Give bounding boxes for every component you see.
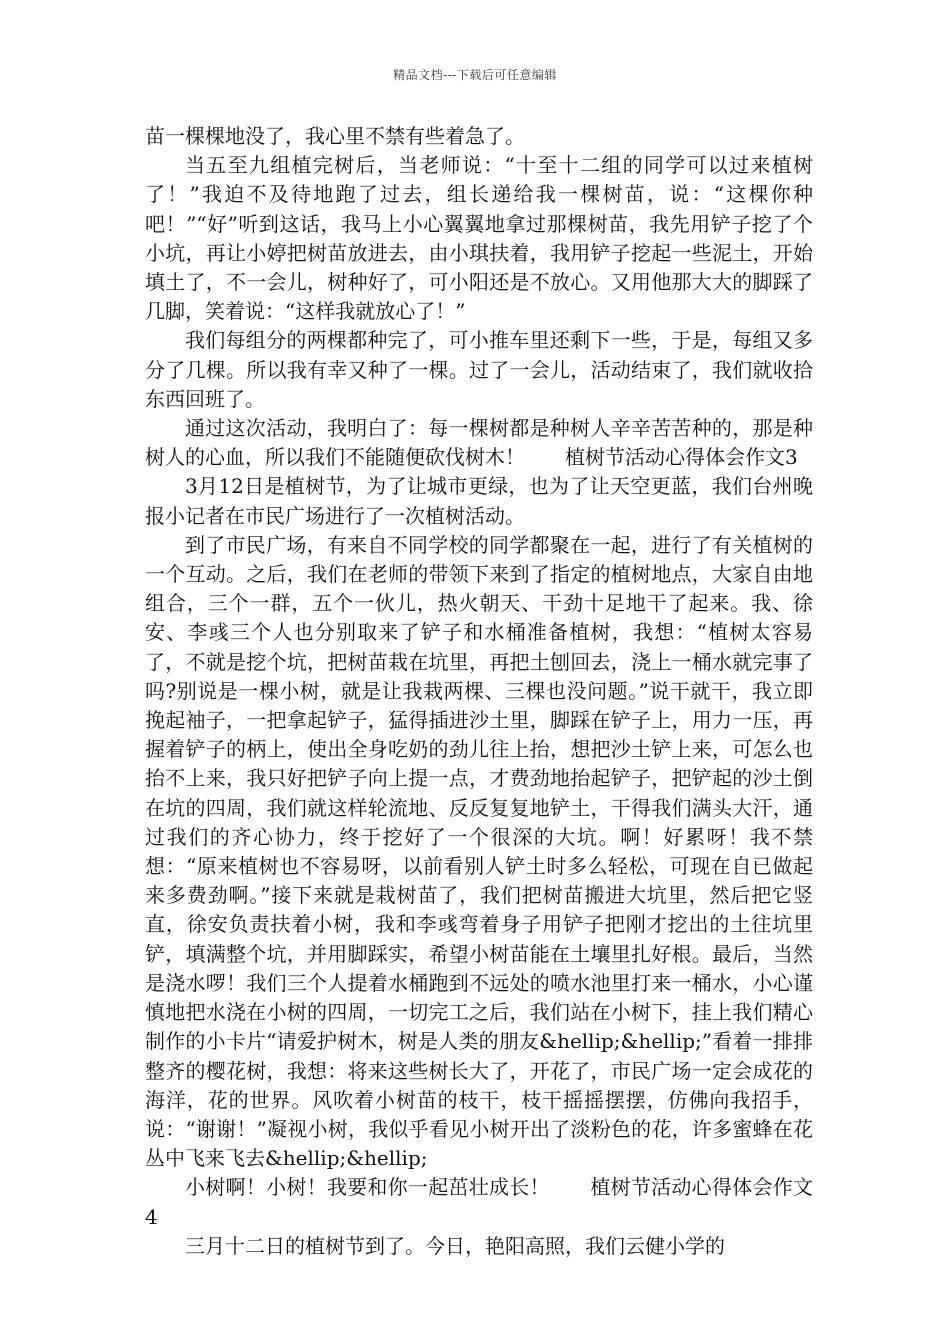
paragraph: 到了市民广场，有来自不同学校的同学都聚在一起，进行了有关植树的一个互动。之后，我们在老师的带领下来到了指定的植树地点，大家自由地组合，三个一群，五个一伙儿，热火朝天、干劲十足地干了起来。我、徐安、李彧三个人也分别取来了铲子和水桶准备植树，我想：“植树太容易了，不就是挖个坑，把树苗栽在坑里，再把土刨回去，浇上一桶水就完事了吗?别说是一棵小树，就是让我栽两棵、三棵也没问题。”说干就干，我立即挽起袖子，一把拿起铲子，猛得插进沙土里，脚踩在铲子上，用力一压，再握着铲子的柄上，使出全身吃奶的劲儿往上抬，想把沙土铲上来，可怎么也抬不上来，我只好把铲子向上提一点，才费劲地抬起铲子，把铲起的沙土倒在坑的四周，我们就这样轮流地、反反复复地铲土，干得我们满头大汗，通过我们的齐心协力，终于挖好了一个很深的大坑。啊！好累呀！我不禁想：“原来植树也不容易呀，以前看别人铲土时多么轻松，可现在自已做起来多费劲啊。”接下来就是栽树苗了，我们把树苗搬进大坑里，然后把它竖直，徐安负责扶着小树，我和李彧弯着身子用铲子把刚才挖出的土往坑里铲，填满整个坑，并用脚踩实，希望小树苗能在土壤里扎好根。最后，当然是浇水啰！我们三个人提着水桶跑到不远处的喷水池里打来一桶水，小心谨慎地把水浇在小树的四周，一切完工之后，我们站在小树下，挂上我们精心制作的小卡片“请爱护树木，树是人类的朋友&hellip;&hellip;”看着一排排整齐的樱花树，我想：将来这些树长大了，开花了，市民广场一定会成花的海洋，花的世界。风吹着小树苗的枝干，枝干摇摇摆摆，仿佛向我招手，说：“谢谢！”凝视小树，我似乎看见小树开出了淡粉色的花，许多蜜蜂在花丛中飞来飞去&hellip;&hellip; xyxy=(145,532,813,1171)
paragraph: 三月十二日的植树节到了。今日，艳阳高照，我们云健小学的 xyxy=(185,1233,725,1258)
paragraph: 我们每组分的两棵都种完了，可小推车里还剩下一些，于是，每组又多分了几棵。所以我有幸又种了一棵。过了一会儿，活动结束了，我们就收拾东西回班了。 xyxy=(145,328,813,411)
paragraph: 苗一棵棵地没了，我心里不禁有些着急了。 xyxy=(145,124,525,148)
document-body xyxy=(145,122,813,1261)
paragraph: 3月12日是植树节，为了让城市更绿，也为了让天空更蓝，我们台州晚报小记者在市民广场进行了一次植树活动。 xyxy=(145,474,813,528)
page-header: 精品文档---下载后可任意编辑 xyxy=(393,68,557,82)
paragraph: 通过这次活动，我明白了：每一棵树都是种树人辛辛苦苦种的，那是种树人的心血，所以我们不能随便砍伐树木！ 植树节活动心得体会作文3 xyxy=(145,416,813,470)
paragraph: 小树啊！小树！我要和你一起茁壮成长！ 植树节活动心得体会作文4 xyxy=(145,1175,813,1229)
paragraph: 当五至九组植完树后，当老师说：“十至十二组的同学可以过来植树了！”我迫不及待地跑了过去，组长递给我一棵树苗，说：“这棵你种吧！”“好”听到这话，我马上小心翼翼地拿过那棵树苗，我先用铲子挖了个小坑，再让小婷把树苗放进去，由小琪扶着，我用铲子挖起一些泥土，开始填土了，不一会儿，树种好了，可小阳还是不放心。又用他那大大的脚踩了几脚，笑着说：“这样我就放心了！” xyxy=(145,153,813,324)
